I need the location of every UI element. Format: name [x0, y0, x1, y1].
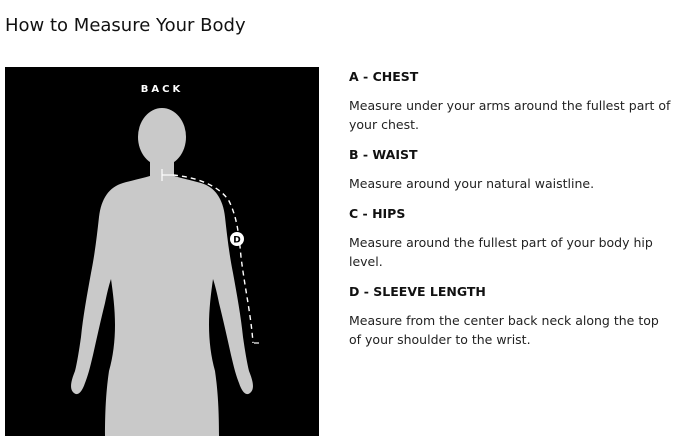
body-figure-panel — [5, 67, 319, 436]
body-silhouette-illustration — [5, 67, 319, 436]
measure-heading: B - WAIST — [349, 147, 418, 162]
measure-description: Measure around your natural waistline. — [349, 176, 595, 191]
measure-description: Measure around the fullest part of your body hip level. — [349, 235, 653, 269]
measurement-instructions — [349, 68, 671, 361]
marker-d-label: D — [233, 235, 241, 246]
page-title: How to Measure Your Body — [5, 15, 246, 36]
measure-heading: A - CHEST — [349, 69, 419, 84]
measure-item-sleeve-length — [349, 283, 671, 349]
body-silhouette — [71, 108, 253, 436]
measure-item-chest — [349, 68, 671, 134]
back-view-label: BACK — [140, 84, 184, 95]
measure-heading: C - HIPS — [349, 206, 406, 221]
measure-item-waist — [349, 146, 671, 193]
measure-description: Measure under your arms around the fullest part of your chest. — [349, 98, 671, 132]
measure-description: Measure from the center back neck along the top of your shoulder to the wrist. — [349, 313, 659, 347]
measure-item-hips — [349, 205, 671, 271]
measure-heading: D - SLEEVE LENGTH — [349, 284, 486, 299]
sleeve-marker-d — [230, 232, 244, 246]
